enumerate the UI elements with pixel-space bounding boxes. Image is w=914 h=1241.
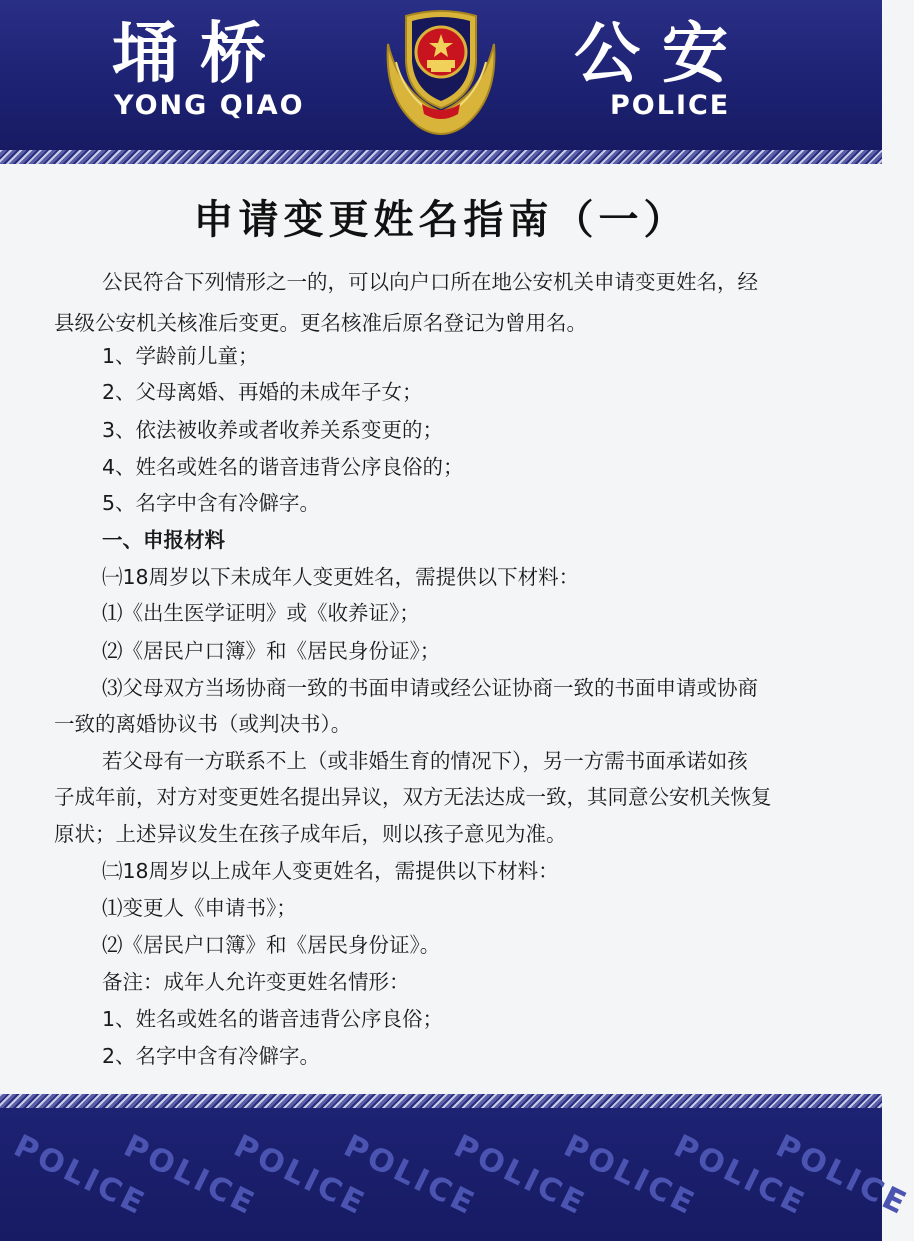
list-item-3: 3、依法被收养或者收养关系变更的； bbox=[102, 418, 444, 442]
police-watermark: POLICE bbox=[668, 1128, 812, 1223]
minor-material-3-line-1: ⑶父母双方当场协商一致的书面申请或经公证协商一致的书面申请或协商 bbox=[102, 676, 758, 700]
list-item-4: 4、姓名或姓名的谐音违背公序良俗的； bbox=[102, 455, 464, 479]
city-name-en: YONG QIAO bbox=[114, 90, 305, 121]
remark-heading: 备注：成年人允许变更姓名情形： bbox=[102, 970, 410, 994]
document-body bbox=[0, 164, 882, 1094]
remark-item-1: 1、姓名或姓名的谐音违背公序良俗； bbox=[102, 1007, 444, 1031]
list-item-1: 1、学龄前儿童； bbox=[102, 344, 259, 368]
intro-line-1: 公民符合下列情形之一的，可以向户口所在地公安机关申请变更姓名，经 bbox=[102, 270, 758, 294]
minor-material-3-line-2: 一致的离婚协议书（或判决书）。 bbox=[54, 712, 352, 736]
document-title: 申请变更姓名指南（一） bbox=[193, 196, 689, 243]
police-watermark: POLICE bbox=[558, 1128, 702, 1223]
police-name-en: POLICE bbox=[610, 90, 731, 121]
police-name-zh: 公安 bbox=[574, 15, 750, 92]
remark-item-2: 2、名字中含有冷僻字。 bbox=[102, 1044, 321, 1068]
city-name-zh: 埇桥 bbox=[112, 15, 288, 92]
note-paragraph-line-1: 若父母有一方联系不上（或非婚生育的情况下），另一方需书面承诺如孩 bbox=[102, 749, 748, 773]
section-heading: 一、申报材料 bbox=[102, 528, 225, 552]
subsection-minor: ㈠18周岁以下未成年人变更姓名，需提供以下材料： bbox=[102, 565, 580, 589]
police-emblem-icon bbox=[378, 4, 504, 144]
adult-material-2: ⑵《居民户口簿》和《居民身份证》。 bbox=[102, 933, 441, 957]
adult-material-1: ⑴变更人《申请书》； bbox=[102, 896, 297, 920]
minor-material-2: ⑵《居民户口簿》和《居民身份证》； bbox=[102, 639, 441, 663]
note-paragraph-line-3: 原状；上述异议发生在孩子成年后，则以孩子意见为准。 bbox=[54, 822, 567, 846]
police-watermark: POLICE bbox=[338, 1128, 482, 1223]
list-item-5: 5、名字中含有冷僻字。 bbox=[102, 491, 321, 515]
subsection-adult: ㈡18周岁以上成年人变更姓名，需提供以下材料： bbox=[102, 859, 559, 883]
police-watermark: POLICE bbox=[770, 1128, 914, 1223]
note-paragraph-line-2: 子成年前，对方对变更姓名提出异议，双方无法达成一致，其同意公安机关恢复 bbox=[54, 785, 772, 809]
police-watermark: POLICE bbox=[448, 1128, 592, 1223]
police-watermark: POLICE bbox=[118, 1128, 262, 1223]
minor-material-1: ⑴《出生医学证明》或《收养证》； bbox=[102, 601, 420, 625]
police-watermark: POLICE bbox=[228, 1128, 372, 1223]
list-item-2: 2、父母离婚、再婚的未成年子女； bbox=[102, 380, 423, 404]
intro-line-2: 县级公安机关核准后变更。更名核准后原名登记为曾用名。 bbox=[54, 311, 587, 335]
decorative-stripe-top bbox=[0, 150, 882, 164]
footer-banner bbox=[0, 1108, 914, 1241]
decorative-stripe-bottom bbox=[0, 1094, 882, 1108]
header-banner bbox=[0, 0, 882, 150]
police-watermark: POLICE bbox=[8, 1128, 152, 1223]
